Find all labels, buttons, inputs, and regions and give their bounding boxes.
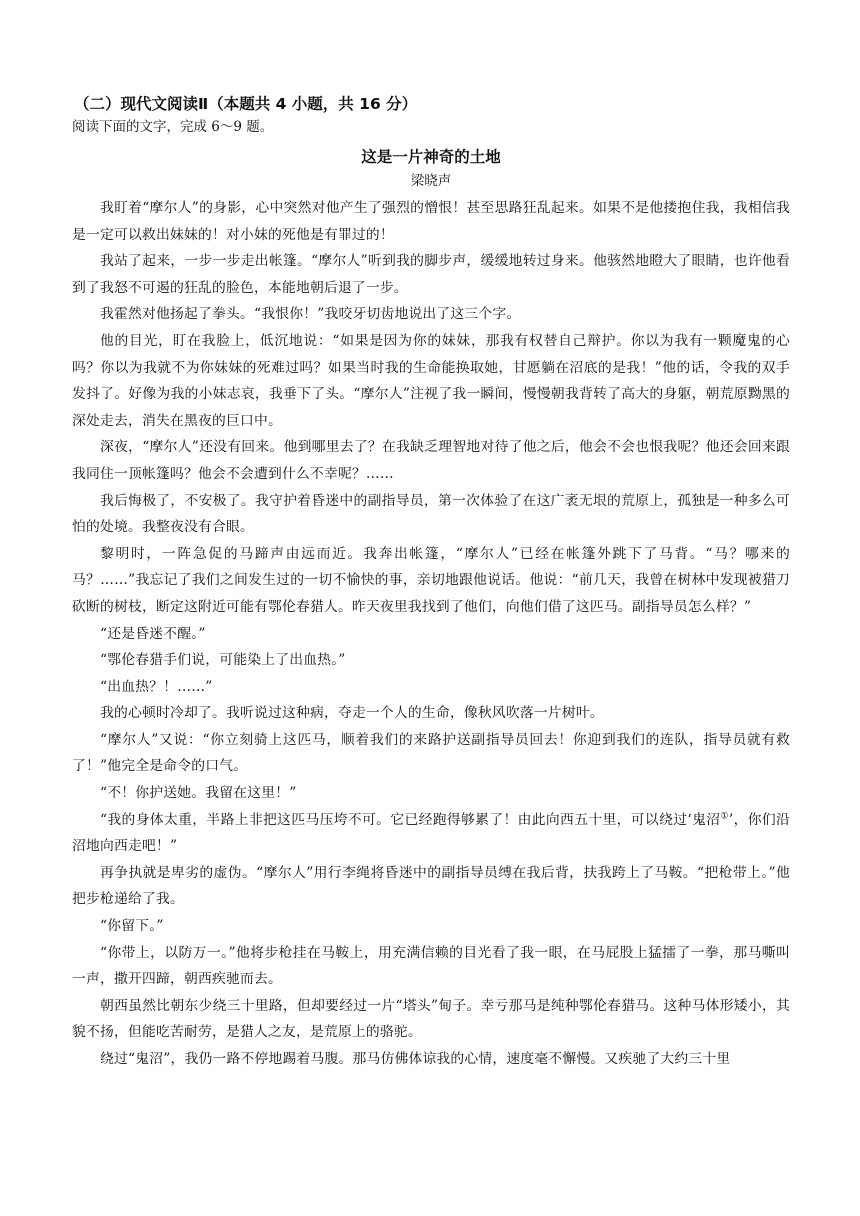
paragraph: 绕过“鬼沼”，我仍一路不停地踢着马腹。那马仿佛体谅我的心情，速度毫不懈慢。又疾驰了大约三十里 bbox=[100, 1051, 731, 1067]
paragraph: “出血热？！……” bbox=[100, 678, 213, 695]
article-author: 梁晓声 bbox=[410, 173, 452, 189]
paragraph: 黎明时，一阵急促的马蹄声由远而近。我奔出帐篷，“摩尔人”已经在帐篷外跳下了马背。“马？哪来的马？……”我忘记了我们之间发生过的一切不愉快的事，亲切地跟他说话。他说：“前几天，我曾在树林中发现被猎刀砍断的树枝，断定这附近可能有鄂伦春猎人。昨天夜里我找到了他们，向他们借了这匹马。副指导员怎么样？” bbox=[72, 545, 790, 615]
paragraph: “你留下。” bbox=[100, 918, 164, 935]
article-title: 这是一片神奇的土地 bbox=[361, 148, 501, 166]
paragraph: “摩尔人”又说：“你立刻骑上这匹马，顺着我们的来路护送副指导员回去！你迎到我们的连队，指导员就有救了！”他完全是命令的口气。 bbox=[72, 731, 790, 775]
paragraph: 再争执就是卑劣的虚伪。“摩尔人”用行李绳将昏迷中的副指导员缚在我后背，扶我跨上了马鞍。“把枪带上。”他把步枪递给了我。 bbox=[72, 864, 790, 908]
paragraph: 深夜，“摩尔人”还没有回来。他到哪里去了？在我缺乏理智地对待了他之后，他会不会也恨我呢？他还会回来跟我同住一顶帐篷吗？他会不会遭到什么不幸呢？…… bbox=[72, 439, 790, 482]
section-heading: （二）现代文阅读Ⅱ（本题共 4 小题，共 16 分） bbox=[74, 95, 418, 113]
footnote-marker: ① bbox=[720, 811, 729, 822]
paragraph: 我霍然对他扬起了拳头。“我恨你！”我咬牙切齿地说出了这三个字。 bbox=[100, 306, 521, 323]
paragraph: “鄂伦春猎手们说，可能染上了出血热。” bbox=[100, 652, 346, 669]
paragraph: 我盯着“摩尔人”的身影，心中突然对他产生了强烈的憎恨！甚至思路狂乱起来。如果不是他搂抱住我，我相信我是一定可以救出妹妹的！对小妹的死他是有罪过的！ bbox=[72, 200, 790, 243]
paragraph: 我站了起来，一步一步走出帐篷。“摩尔人”听到我的脚步声，缓缓地转过身来。他骇然地瞪大了眼睛，也许他看到了我怒不可遏的狂乱的脸色，本能地朝后退了一步。 bbox=[72, 253, 790, 296]
paragraph: 他的目光，盯在我脸上，低沉地说：“如果是因为你的妹妹，那我有权替自己辩护。你以为我有一颗魔鬼的心吗？你以为我就不为你妹妹的死难过吗？如果当时我的生命能换取她，甘愿躺在沼底的是我！”他的话，令我的双手发抖了。好像为我的小妹志哀，我垂下了头。“摩尔人”注视了我一瞬间，慢慢朝我背转了高大的身躯，朝荒原黝黑的深处走去，消失在黑夜的巨口中。 bbox=[72, 332, 790, 429]
paragraph: “你带上，以防万一。”他将步枪挂在马鞍上，用充满信赖的目光看了我一眼，在马屁股上猛擂了一拳，那马嘶叫一声，撒开四蹄，朝西疾驰而去。 bbox=[72, 944, 790, 988]
instruction-text: 阅读下面的文字，完成 6～9 题。 bbox=[72, 119, 274, 135]
paragraph: 我后悔极了，不安极了。我守护着昏迷中的副指导员，第一次体验了在这广袤无垠的荒原上，孤独是一种多么可怕的处境。我整夜没有合眼。 bbox=[72, 492, 790, 536]
paragraph: 朝西虽然比朝东少绕三十里路，但却要经过一片“塔头”甸子。幸亏那马是纯种鄂伦春猎马。这种马体形矮小，其貌不扬，但能吃苦耐劳，是猎人之友，是荒原上的骆驼。 bbox=[72, 997, 790, 1041]
paragraph: “还是昏迷不醒。” bbox=[100, 625, 206, 642]
paragraph: 我的心顿时冷却了。我听说过这种病，夺走一个人的生命，像秋风吹落一片树叶。 bbox=[100, 705, 604, 722]
paragraph-text: “我的身体太重，半路上非把这匹马压垮不可。它已经跑得够累了！由此向西五十里，可以绕过‘鬼沼①’，你们沿沼地向西走吧！” bbox=[72, 811, 790, 855]
paragraph-with-footnote bbox=[72, 807, 790, 860]
paragraph: “不！你护送她。我留在这里！” bbox=[100, 785, 297, 802]
document-page bbox=[72, 92, 790, 1073]
